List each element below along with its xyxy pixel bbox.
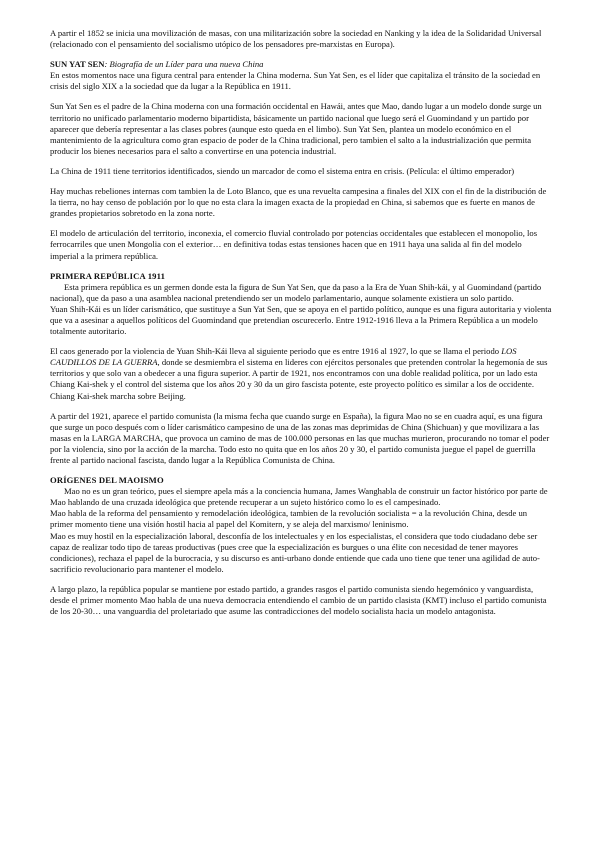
paragraph: Mao es muy hostil en la especialización laboral, desconfía de los intelectuales y en los especialistas, el considera que todo ciudadano debe ser capaz de realizar todo tipo de tareas productivas (pues cree que la especialización es burgues o una élite con necesidad de tener mayores condiciones), rechaza el papel de la burocracia, y su discurso es anti-urbano donde entiende que cada uno tiene que tener una agilidad de auto-sacrificio revolucionario para mantener el modelo. [50, 530, 540, 574]
paragraph-text: El caos generado por la violencia de Yuan Shih-Kái lleva al siguiente periodo que es entre 1916 al 1927, lo que se llama el periodo [50, 346, 502, 357]
paragraph: A largo plazo, la república popular se mantiene por estado partido, a grandes rasgos el partido comunista siendo hegemónico y vanguardista, desde el primer momento Mao habla de una nueva democracia entendiendo el cambio de un partido clasista (KMT) incluso el partido comunista de los 20-30… una vanguardia del proletariado que asume las contradicciones del modelo socialista hacia un modelo antagonista. [50, 583, 547, 617]
heading-sun-yat-sen: SUN YAT SEN [50, 59, 105, 70]
section-heading-sun-yat-sen [50, 59, 552, 70]
heading-primera-republica: PRIMERA REPÚBLICA 1911 [50, 270, 166, 281]
paragraph: La China de 1911 tiene territorios identificados, siendo un marcador de como el sistema entra en crisis. (Película: el último emperador) [50, 165, 515, 176]
paragraph: Hay muchas rebeliones internas com tambien la de Loto Blanco, que es una revuelta campesina a finales del XIX con el fin de la distribución de la tierra, no hay censo de población por lo que no esta clara la imagen exacta de la propiedad en China, si sabemos que es fuerte en manos de grandes propietarios sobretodo en la zona norte. [50, 186, 547, 219]
paragraph: Sun Yat Sen es el padre de la China moderna con una formación occidental en Hawái, antes que Mao, dando lugar a un modelo donde surge un territorio no unificado parlamentario moderno bipartidista, básicamente un partido nacional que luego será el Guomindand y un partido por aparecer que debería representar a las clases pobres (aunque esto queda en el limbo). Sun Yat Sen, plantea un modelo económico en el mantenimiento de la agricultura como gran espacio de poder de la China tradicional, pero tambien el salto a la industrialización que permita producir los bienes necesarios para el salto a convertirse en una potencia industrial. [50, 101, 542, 156]
paragraph [50, 346, 552, 401]
paragraph: A partir el 1852 se inicia una movilización de masas, con una militarización sobre la sociedad en Nanking y la idea de la Solidaridad Universal (relacionado con el pensamiento del socialismo utópico de los pensadores pre-marxistas en Europa). [50, 28, 542, 50]
document-body [50, 28, 552, 626]
paragraph: A partir del 1921, aparece el partido comunista (la misma fecha que cuando surge en España), la figura Mao no se en cuadra aquí, es una figura que surge un poco después com o líder carismático campesino de una de las zonas mas deprimidas de China (Shichuan) y que movilizara a las masas en la LARGA MARCHA, que provoca un camino de mas de 100.000 personas en las que muchas murieron, procurando no tomar el poder por la violencia, sino por la acción de la marcha. Todo esto no quita que en los años 20 y 30, el partido comunista juegue el papel de guerrilla frente al partido nacional fascista, dando lugar a la República Comunista de China. [50, 410, 550, 465]
paragraph: Mao no es un gran teórico, pues el siempre apela más a la conciencia humana, James Wanghabla de construir un factor histórico por parte de Mao hablando de una cruzada ideológica que pretende recuperar a un sujeto histórico como lo es el campesinado. [50, 486, 548, 508]
paragraph: En estos momentos nace una figura central para entender la China moderna. Sun Yat Sen, es el líder que capitaliza el tránsito de la sociedad en crisis del siglo XIX a la sociedad que da lugar a la República en 1911. [50, 70, 541, 92]
caudillos-term: LOS CAUDILLOS DE LA GUERRA [50, 346, 517, 368]
paragraph-text: , donde se desmiembra el sistema en lideres con ejércitos personales que pretenden controlar la hegemonía de sus territorios y que solo van a obedecer a una figura superior. A partir de 1921, nos encontramos con una doble realidad política, por un lado esta Chiang Kai-shek y el control del sistema que los años 20 y 30 da un giro fascista potente, este proyecto político es similar a los de occidente. Chiang Kai-shek marcha sobre Beijing. [50, 357, 548, 401]
paragraph: El modelo de articulación del territorio, inconexia, el comercio fluvial controlado por potencias occidentales que establecen el monopolio, los ferrocarriles que unen Mongolia con el exterior… en definitiva todas estas tensiones hacen que en 1911 haya una salida al fin del modelo imperial a la primera república. [50, 228, 538, 261]
paragraph: Yuan Shih-Kái es un líder carismático, que sustituye a Sun Yat Sen, que se apoya en el partido político, aunque es una figura autoritaria y violenta que va a asesinar a aquellos políticos del Guomindand que pretendian oscurecerlo. Entre 1912-1916 lleva a la Primera República a un modelo totalmente autoritario. [50, 303, 552, 337]
paragraph: Mao habla de la reforma del pensamiento y remodelación ideológica, tambien de la revolución socialista = a la revolución China, desde un primer momento tiene una visión hostil hacia al papel del Komitern, y se aleja del marxismo/ leninismo. [50, 508, 528, 530]
heading-origenes-maoismo: ORÍGENES DEL MAOISMO [50, 475, 164, 486]
heading-subtitle: : Biografía de un Líder para una nueva China [104, 59, 264, 70]
paragraph: Esta primera república es un germen donde esta la figura de Sun Yat Sen, que da paso a la Era de Yuan Shih-kái, y al Guomindand (partido nacional), que da paso a una asamblea nacional pretendiendo ser un modelo parlamentario, aunque solamente existiera un solo partido. [50, 281, 542, 303]
